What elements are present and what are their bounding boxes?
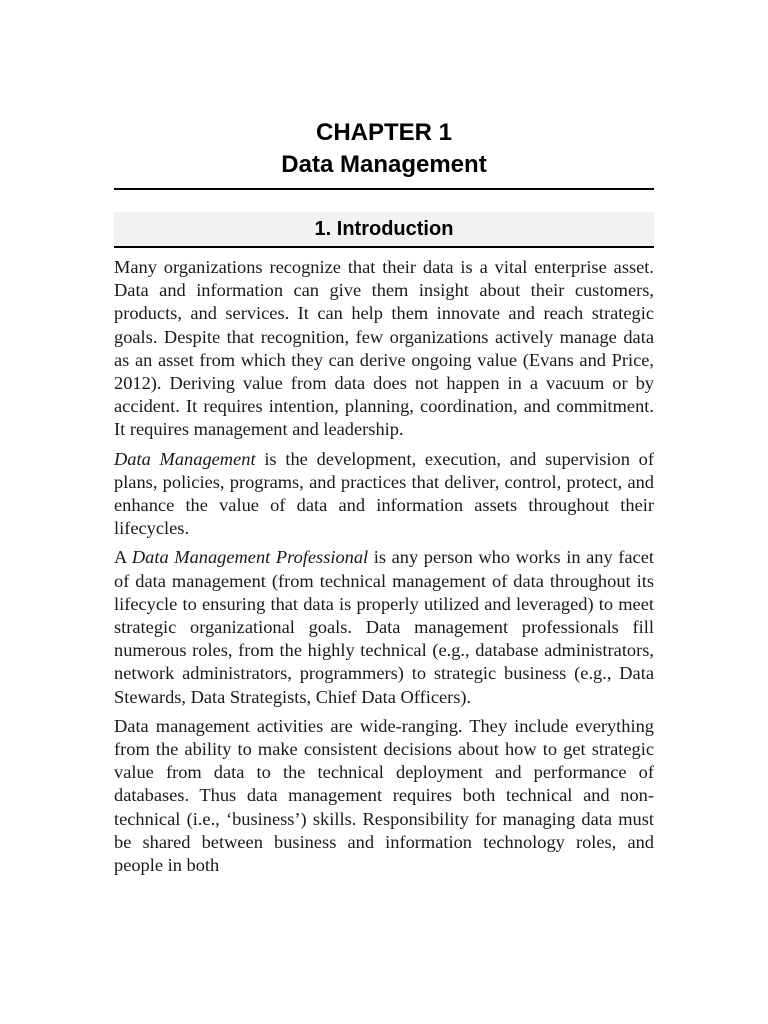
paragraph-1: Many organizations recognize that their data is a vital enterprise asset. Data and information can give them insight about their customers, products, and services. It can help them innovate and reach strategic goals. Despite that recognition, few organizations actively manage data as an asset from which they can derive ongoing value (Evans and Price, 2012). Deriving value from data does not happen in a vacuum or by accident. It requires intention, planning, coordination, and commitment. It requires management and leadership. bbox=[114, 257, 654, 440]
paragraph-3 bbox=[114, 546, 654, 708]
document-page bbox=[114, 118, 654, 883]
chapter-number: CHAPTER 1 bbox=[315, 119, 453, 146]
paragraph-2-text: is the development, execution, and supervision of plans, policies, programs, and practices that deliver, control, protect, and enhance the value of data and information assets throughout their lifecycles. bbox=[114, 448, 654, 539]
paragraph-3-prefix: A bbox=[114, 547, 132, 568]
paragraph-3-text: is any person who works in any facet of data management (from technical management of data throughout its lifecycle to ensuring that data is properly utilized and leveraged) to meet strategic organizational goals. Data management professionals fill numerous roles, from the highly technical (e.g., database administrators, network administrators, programmers) to strategic business (e.g., Data Stewards, Data Strategists, Chief Data Officers). bbox=[114, 547, 654, 707]
term-data-management: Data Management bbox=[114, 448, 256, 469]
paragraph-2 bbox=[114, 448, 654, 541]
section-heading: 1. Introduction bbox=[114, 212, 654, 248]
chapter-heading bbox=[114, 118, 654, 190]
chapter-title: Data Management bbox=[281, 151, 487, 178]
paragraph-4: Data management activities are wide-ranging. They include everything from the ability to make consistent decisions about how to get strategic value from data to the technical deployment and performance of databases. Thus data management requires both technical and non-technical (i.e., ‘business’) skills. Responsibility for managing data must be shared between business and information technology roles, and people in both bbox=[114, 715, 654, 876]
term-data-management-professional: Data Management Professional bbox=[131, 547, 369, 568]
